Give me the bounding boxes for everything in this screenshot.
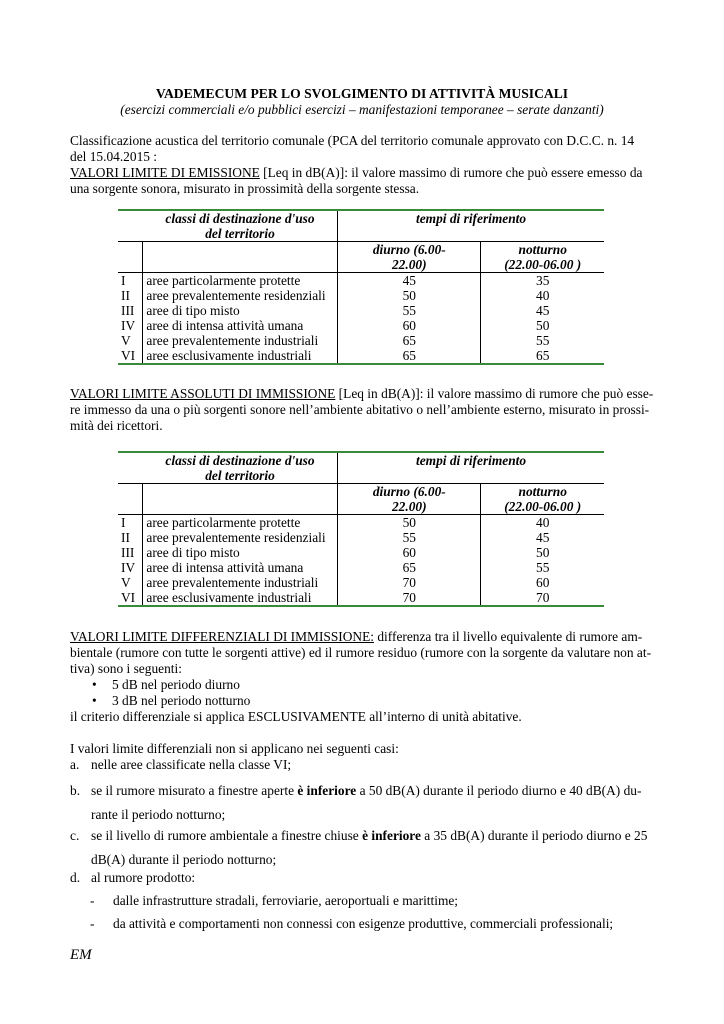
immission-paragraph: VALORI LIMITE ASSOLUTI DI IMMISSIONE [Leq in dB(A)]: il valore massimo di rumore che può esse- re immesso da una o più sorgenti sonore nell’ambiente abitativo o nell’ambiente esterno, misurato in prossi- mità dei ricettori. (70, 386, 654, 433)
document-page: VADEMECUM PER LO SVOLGIMENTO DI ATTIVITÀ MUSICALI (esercizi commerciali e/o pubblici esercizi – manifestazioni temporanee – serate danzanti) Classificazione acustica del territorio comunale (PCA del territorio comunale approvato con D.C.C. n. 14 del 15.04.2015 : VALORI LIMITE DI EMISSIONE [Leq in dB(A)]: il valore massimo di rumore che può essere emesso da una sorgente sonora, misurato in prossimità della sorgente stessa. classi di destinazione d'uso del territorio tempi di riferimento diurno (6.00-22.00) notturno (22.00-06.00 ) I aree particolarmente protette 45 35 II aree prevalentemente residenziali 50 40 III aree di tipo misto 55 45 IV aree di intensa attività umana 60 50 V aree prevalentemente industriali 65 55 VI aree esclusivamente industriali 65 65 VALORI LIMITE ASSOLUTI DI IMMISSIONE [Leq in dB(A)]: il valore massimo di rumore che può esse- re immesso da una o più sorgenti sonore nell’ambiente abitativo o nell’ambiente esterno, misurato in prossi- mità dei ricettori. classi di destinazione d'uso del territorio tempi di riferimento diurno (6.00-22.00) notturno (22.00-06.00 ) I aree particolarmente protette 50 40 II aree prevalentemente residenziali 55 45 III aree di tipo misto 60 50 IV aree di intensa attività umana 65 55 V aree prevalentemente industriali 70 60 VI aree esclusivamente industriali 70 70 VALORI LIMITE DIFFERENZIALI DI IMMISSIONE: differenza tra il livello equivalente di rumore am- bientale (rumore con tutte le sorgenti attive) ed il rumore residuo (rumore con la sorgente da valutare non at- tiva) sono i seguenti: • 5 dB nel periodo diurno • 3 dB nel periodo notturno il criterio differenziale si applica ESCLUSIVAMENTE all’interno di unità abitative. I valori limite differenziali non si applicano nei seguenti casi: a. nelle aree classificate nella classe VI; b. se il rumore misurato a finestre aperte è inferiore a 50 dB(A) durante il periodo diurno e 40 dB(A) du- rante il periodo notturno; c. se il livello di rumore ambientale a finestre chiuse è inferiore a 35 dB(A) durante il periodo diurno e 25 dB(A) durante il periodo notturno; d. al rumore prodotto: - dalle infrastrutture stradali, ferroviarie, aeroportuali e marittime; - da attività e comportamenti non connessi con esigenze produttive, commerciali professionali; EM (0, 0, 724, 1024)
table-header-classes: classi di destinazione d'uso del territorio (143, 452, 338, 484)
document-title: VADEMECUM PER LO SVOLGIMENTO DI ATTIVITÀ MUSICALI (155, 86, 569, 101)
table-row: IV aree di intensa attività umana 65 55 (118, 560, 604, 575)
table-row: VI aree esclusivamente industriali 70 70 (118, 590, 604, 606)
table-row: III aree di tipo misto 60 50 (118, 545, 604, 560)
table-row: IV aree di intensa attività umana 60 50 (118, 318, 604, 333)
table-header-classes: classi di destinazione d'uso del territorio (143, 210, 338, 242)
emission-text-a: [Leq in dB(A)]: il valore massimo di rumore che può essere emesso da (259, 165, 643, 180)
immission-limits-table (118, 451, 604, 607)
table-header-times: tempi di riferimento (338, 210, 604, 242)
exception-item-c: c. se il livello di rumore ambientale a finestre chiuse è inferiore a 35 dB(A) durante il periodo diurno e 25 dB(A) durante il periodo notturno; (70, 828, 648, 867)
table-row: II aree prevalentemente residenziali 50 40 (118, 288, 604, 303)
intro-line-1: Classificazione acustica del territorio comunale (PCA del territorio comunale approvato con D.C.C. n. 14 (70, 133, 635, 148)
table-row: I aree particolarmente protette 50 40 (118, 515, 604, 531)
table-row: III aree di tipo misto 55 45 (118, 303, 604, 318)
list-item: • 5 dB nel periodo diurno (92, 677, 240, 692)
differential-heading: VALORI LIMITE DIFFERENZIALI DI IMMISSIONE: (70, 629, 374, 644)
emission-limits-table (118, 209, 604, 365)
differential-criterion: il criterio differenziale si applica ESCLUSIVAMENTE all’interno di unità abitative. (70, 709, 522, 724)
table-row: I aree particolarmente protette 45 35 (118, 273, 604, 289)
table-row: V aree prevalentemente industriali 70 60 (118, 575, 604, 590)
table-header-night: notturno (22.00-06.00 ) (481, 484, 604, 515)
exception-item-b: b. se il rumore misurato a finestre aperte è inferiore a 50 dB(A) durante il periodo diurno e 40 dB(A) du- rante il periodo notturno; (70, 783, 642, 822)
emission-line-1 (70, 165, 656, 181)
emission-line-2: una sorgente sonora, misurato in prossimità della sorgente stessa. (70, 181, 420, 196)
intro-paragraph (70, 133, 656, 197)
differential-bullet-list (70, 677, 250, 709)
immission-heading: VALORI LIMITE ASSOLUTI DI IMMISSIONE (70, 386, 336, 401)
exception-item-a: a. nelle aree classificate nella classe VI; (70, 757, 292, 772)
bullet-icon: • (92, 677, 97, 692)
table-row: II aree prevalentemente residenziali 55 45 (118, 530, 604, 545)
table-header-blank (118, 210, 143, 242)
document-subtitle: (esercizi commerciali e/o pubblici esercizi – manifestazioni temporanee – serate danzanti) (120, 102, 604, 117)
signature-initials: EM (70, 947, 92, 963)
list-item: • 3 dB nel periodo notturno (92, 693, 251, 708)
intro-line-2: del 15.04.2015 : (70, 149, 158, 164)
table-header-day: diurno (6.00-22.00) (338, 484, 481, 515)
table-row: V aree prevalentemente industriali 65 55 (118, 333, 604, 348)
differential-paragraph: VALORI LIMITE DIFFERENZIALI DI IMMISSIONE: differenza tra il livello equivalente di rumore am- bientale (rumore con tutte le sorgenti attive) ed il rumore residuo (rumore con la sorgente da valutare non at- tiva) sono i seguenti: (70, 629, 652, 676)
exceptions-intro: I valori limite differenziali non si applicano nei seguenti casi: (70, 741, 399, 756)
bullet-icon: • (92, 693, 97, 708)
emission-heading: VALORI LIMITE DI EMISSIONE (70, 165, 260, 180)
table-header-day: diurno (6.00-22.00) (338, 242, 481, 273)
table-row: VI aree esclusivamente industriali 65 65 (118, 348, 604, 364)
table-header-night: notturno (22.00-06.00 ) (481, 242, 604, 273)
exception-item-d: d. al rumore prodotto: (70, 870, 196, 885)
table-header-times: tempi di riferimento (338, 452, 604, 484)
